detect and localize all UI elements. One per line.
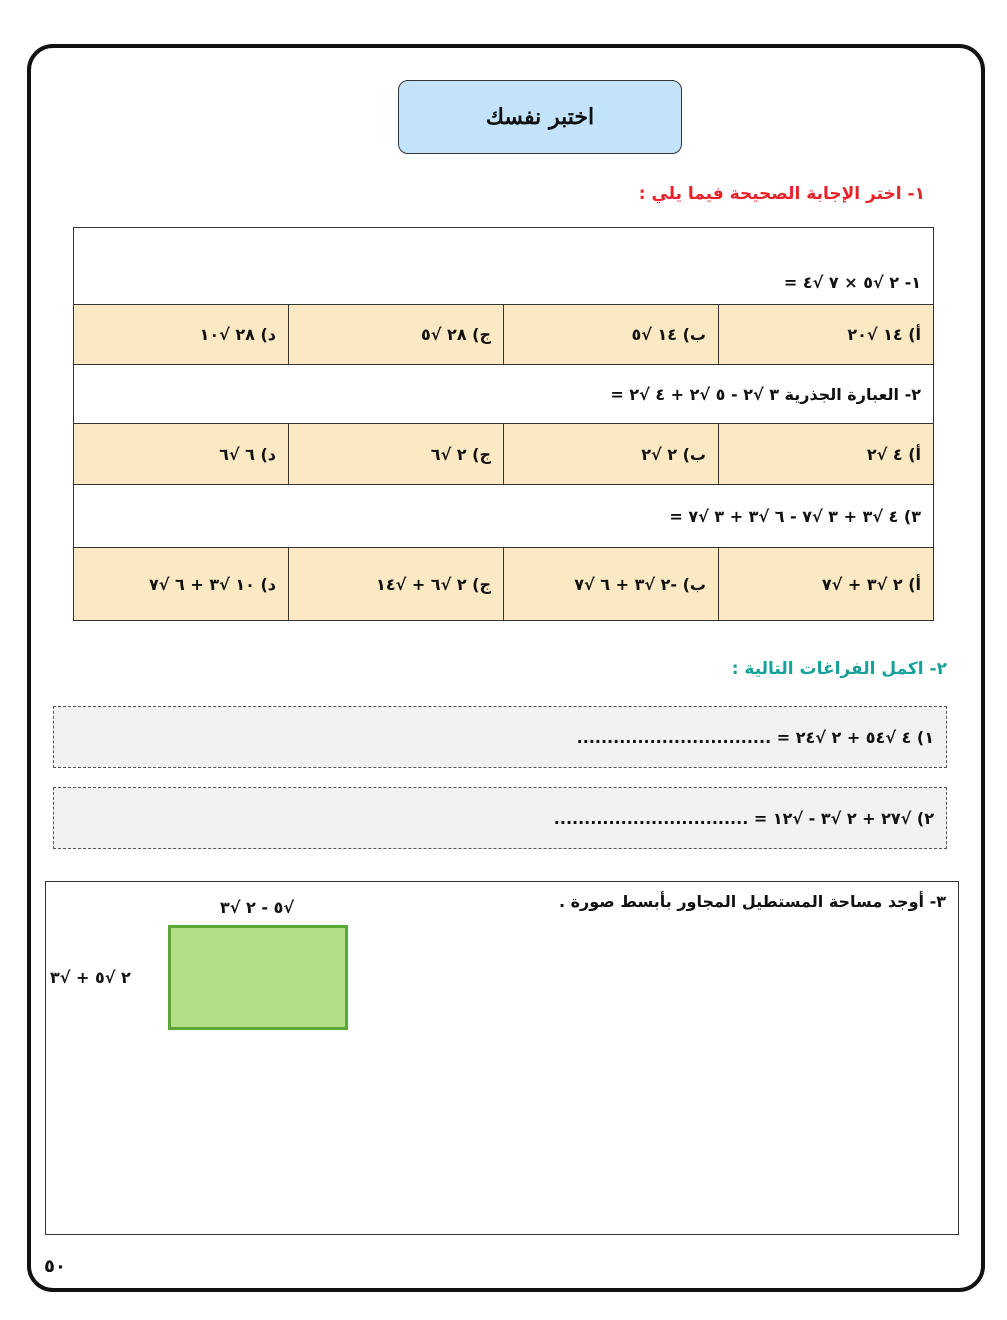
option-1d[interactable]: د) ٢٨ √١٠ bbox=[74, 305, 289, 365]
option-2a[interactable]: أ) ٤ √٢ bbox=[719, 424, 934, 485]
question-3: ٣) ٤ √٣ + ٣ √٧ - ٦ √٣ + ٣ √٧ = bbox=[74, 485, 934, 548]
page-title bbox=[398, 80, 682, 154]
page-number: ٥٠ bbox=[44, 1256, 66, 1277]
fill-blank-2[interactable] bbox=[53, 787, 947, 849]
options-row bbox=[74, 305, 934, 365]
section2-heading: ٢- اكمل الفراغات التالية : bbox=[731, 659, 947, 679]
question-row bbox=[74, 485, 934, 548]
option-3d[interactable]: د) ١٠ √٣ + ٦ √٧ bbox=[74, 548, 289, 621]
options-row bbox=[74, 548, 934, 621]
rectangle-width-label: ٢ √٥ + √٣ bbox=[50, 968, 131, 987]
fill-blank-2-text: ٢) √٢٧ + ٢ √٣ - √١٢ = ................................ bbox=[553, 808, 934, 828]
option-2b[interactable]: ب) ٢ √٢ bbox=[504, 424, 719, 485]
section1-heading: ١- اختر الإجابة الصحيحة فيما يلي : bbox=[638, 184, 925, 204]
rectangle-figure bbox=[168, 925, 348, 1030]
area-question-box bbox=[45, 881, 959, 1235]
option-1a[interactable]: أ) ١٤ √٢٠ bbox=[719, 305, 934, 365]
option-1b[interactable]: ب) ١٤ √٥ bbox=[504, 305, 719, 365]
question-2: ٢- العبارة الجذرية ٣ √٢ - ٥ √٢ + ٤ √٢ = bbox=[74, 365, 934, 424]
fill-blank-1-text: ١) ٤ √٥٤ + ٢ √٢٤ = ................................ bbox=[576, 727, 934, 747]
option-1c[interactable]: ج) ٢٨ √٥ bbox=[289, 305, 504, 365]
question-1: ١- ٢ √٥ × ٧ √٤ = bbox=[74, 228, 934, 305]
mcq-table bbox=[73, 227, 934, 621]
options-row bbox=[74, 424, 934, 485]
option-3c[interactable]: ج) ٢ √٦ + √١٤ bbox=[289, 548, 504, 621]
question-row bbox=[74, 228, 934, 305]
rectangle-length-label: √٥ - ٢ √٣ bbox=[220, 898, 294, 917]
option-3a[interactable]: أ) ٢ √٣ + √٧ bbox=[719, 548, 934, 621]
option-3b[interactable]: ب) -٢ √٣ + ٦ √٧ bbox=[504, 548, 719, 621]
page-title-text: اختبر نفسك bbox=[485, 104, 595, 130]
option-2d[interactable]: د) ٦ √٦ bbox=[74, 424, 289, 485]
question-row bbox=[74, 365, 934, 424]
area-question: ٣- أوجد مساحة المستطيل المجاور بأبسط صورة . bbox=[558, 892, 946, 911]
option-2c[interactable]: ج) ٢ √٦ bbox=[289, 424, 504, 485]
fill-blank-1[interactable] bbox=[53, 706, 947, 768]
